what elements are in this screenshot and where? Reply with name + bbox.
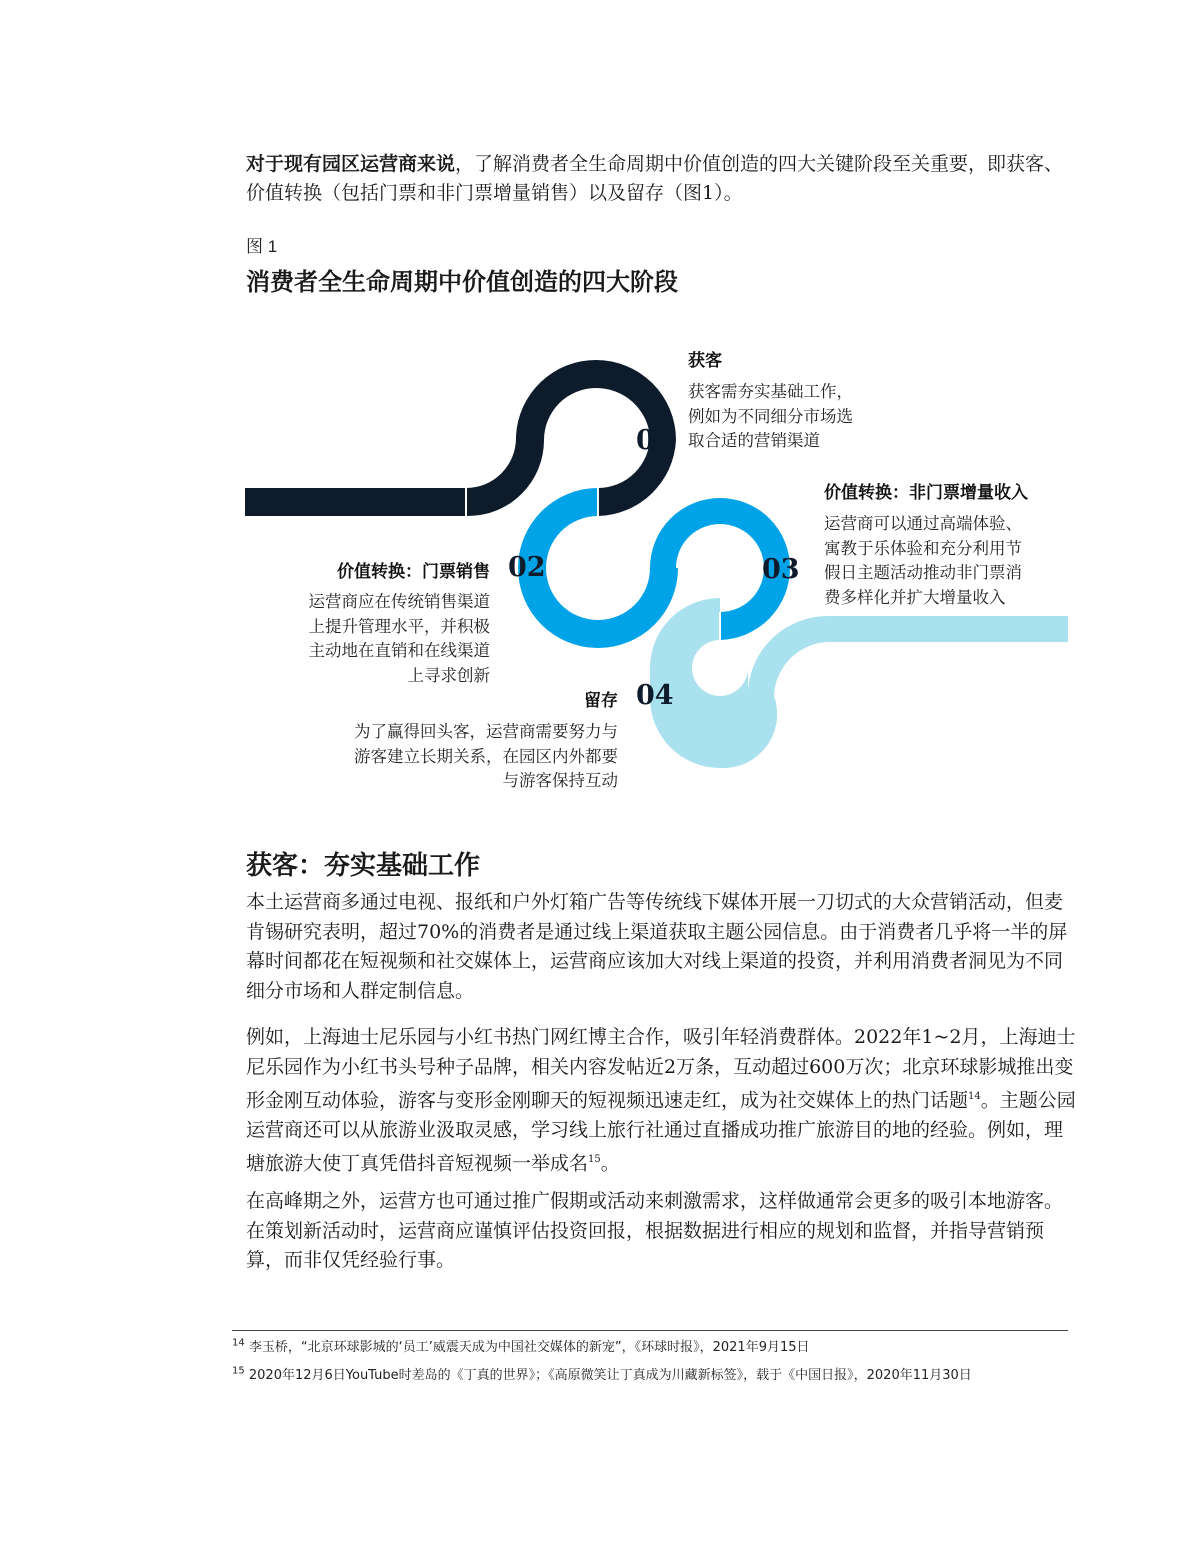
stage-04-number: 04 <box>636 680 674 711</box>
footnote-ref-15[interactable]: 15 <box>588 1154 601 1166</box>
stage-01-title: 获客 <box>688 351 722 371</box>
paragraph-1: 本土运营商多通过电视、报纸和户外灯箱广告等传统线下媒体开展一刀切式的大众营销活动，但麦肯锡研究表明，超过70%的消费者是通过线上渠道获取主题公园信息。由于消费者几乎将一半的屏幕时间都花在短视频和社交媒体上，运营商应该加大对线上渠道的投资，并利用消费者洞见为不同细分市场和人群定制信息。 <box>246 891 1068 1002</box>
stage-04-title: 留存 <box>584 691 618 711</box>
footnote-ref-14[interactable]: 14 <box>968 1091 981 1102</box>
stage-02-title: 价值转换：门票销售 <box>337 562 490 582</box>
section-heading: 获客：夯实基础工作 <box>246 851 481 881</box>
stage-04-band-shape <box>650 598 1068 768</box>
paragraph-3: 在高峰期之外，运营方也可通过推广假期或活动来刺激需求，这样做通常会更多的吸引本地游客。在策划新活动时，运营商应谨慎评估投资回报，根据数据进行相应的规划和监督，并指导营销预算，而非仅凭经验行事。 <box>246 1190 1064 1271</box>
stage-02-desc: 运营商应在传统销售渠道 上提升管理水平，并积极 主动地在直销和在线渠道 上寻求创新 <box>308 592 490 685</box>
stage-01-band <box>245 360 676 516</box>
stage-02-number: 02 <box>508 552 546 583</box>
stage-03-title: 价值转换：非门票增量收入 <box>824 483 1028 503</box>
paragraph-2: 例如，上海迪士尼乐园与小红书热门网红博主合作，吸引年轻消费群体。2022年1~2月，上海迪士尼乐园作为小红书头号种子品牌，相关内容发帖近2万条，互动超过600万次；北京环球影城推出变形金刚互动体验，游客与变形金刚聊天的短视频迅速走红，成为社交媒体上的热门话题$^{14}$。主题公园运营商还可以从旅游业汲取灵感，学习线上旅行社通过直播成功推广旅游目的地的经验。例如，理塘旅游大使丁真凭借抖音短视频一举成名$^{15}$。 <box>246 1026 1076 1175</box>
figure-label: 图 1 <box>246 237 278 256</box>
stage-01-desc: 获客需夯实基础工作， 例如为不同细分市场选 取合适的营销渠道 <box>688 382 853 450</box>
footnote-15: $^{15}$ 2020年12月6日YouTube时差岛的《丁真的世界》；《高原微笑让丁真成为川藏新标签》，载于《中国日报》，2020年11月30日 <box>232 1365 972 1383</box>
stage-04-desc: 为了赢得回头客，运营商需要努力与 游客建立长期关系，在园区内外都要 与游客保持互动 <box>354 722 618 790</box>
intro-rest: ，了解消费者全生命周期中价值创造的四大关键阶段至关重要，即获客、价值转换（包括门票和非门票增量销售）以及留存（图1）。 <box>246 153 1064 204</box>
stage-03-desc: 运营商可以通过高端体验、 寓教于乐体验和充分利用节 假日主题活动推动非门票消 费多样化并扩大增量收入 <box>824 514 1022 607</box>
footnote-divider <box>232 1330 1068 1331</box>
stage-01-number: 01 <box>636 425 674 456</box>
figure-title: 消费者全生命周期中价值创造的四大阶段 <box>246 267 678 296</box>
intro-paragraph <box>246 150 1076 208</box>
stage-03-number: 03 <box>762 554 800 585</box>
intro-bold: 对于现有园区运营商来说 <box>246 153 456 175</box>
footnote-14: $^{14}$ 李玉桥，“北京环球影城的‘员工’威震天成为中国社交媒体的新宠”，《环球时报》，2021年9月15日 <box>232 1337 810 1355</box>
